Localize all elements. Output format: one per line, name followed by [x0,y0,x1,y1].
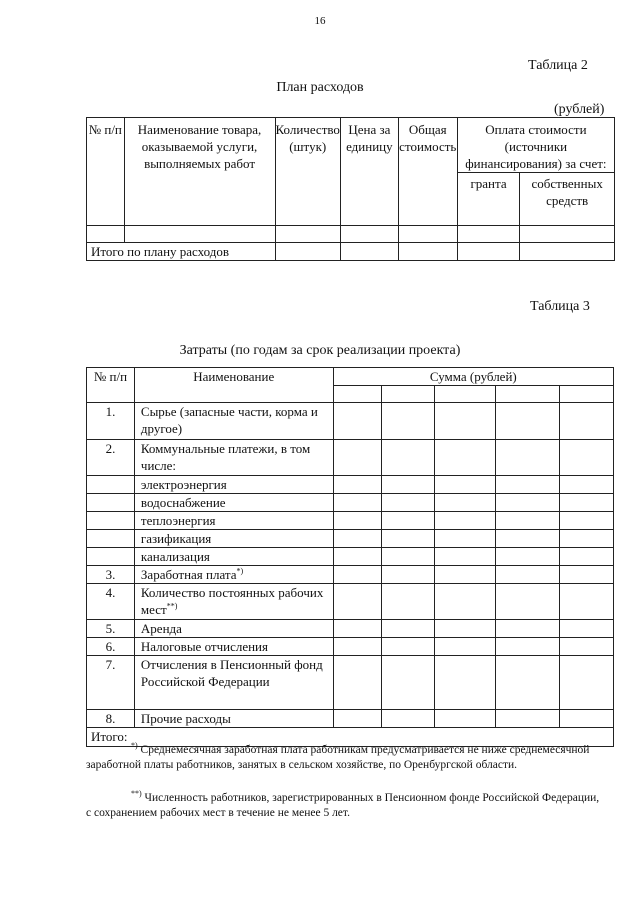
sum-cell[interactable] [496,494,560,512]
sum-cell[interactable] [381,566,435,584]
row-name [134,548,333,566]
table-row [87,584,614,620]
sum-cell[interactable] [435,512,496,530]
row-number: 5. [87,620,135,638]
row-name-text: Количество постоянных рабочих мест [140,585,324,617]
header-unit-price: Цена за единицу [340,118,398,226]
header-num: № п/п [87,368,135,403]
row-name [134,512,333,530]
sum-cell[interactable] [381,403,435,440]
row-number: 8. [87,710,135,728]
sum-cell[interactable] [381,512,435,530]
sum-cell[interactable] [560,440,614,476]
empty-cell[interactable] [87,226,125,243]
empty-cell[interactable] [124,226,275,243]
sum-cell[interactable] [381,638,435,656]
sum-cell[interactable] [381,494,435,512]
sum-cell[interactable] [381,710,435,728]
table-row [87,530,614,548]
row-number [87,512,135,530]
footnote-1 [86,743,606,773]
table-row [87,512,614,530]
row-name-text: канализация [140,549,210,564]
sum-cell[interactable] [435,548,496,566]
row-number: 2. [87,440,135,476]
empty-cell[interactable] [275,226,340,243]
footnote-mark: **) [131,789,142,799]
row-name-text: газификация [140,531,212,546]
sum-cell[interactable] [435,638,496,656]
row-number [87,530,135,548]
row-name [134,656,333,710]
page-number: 16 [314,15,326,27]
row-number [87,476,135,494]
table2-label: Таблица 2 [528,58,588,73]
header-total-cost: Общая стоимость [398,118,457,226]
sum-cell[interactable] [333,476,381,494]
header-name: Наименование [134,368,333,403]
sum-cell[interactable] [496,584,560,620]
sum-cell[interactable] [435,440,496,476]
table-row [87,656,614,710]
empty-cell[interactable] [398,243,457,261]
empty-cell[interactable] [520,243,615,261]
row-name-text: электроэнергия [140,477,227,492]
sum-cell[interactable] [333,530,381,548]
row-number [87,548,135,566]
sum-cell[interactable] [496,620,560,638]
year-column-header [496,386,560,403]
sum-cell[interactable] [496,638,560,656]
sum-cell[interactable] [560,620,614,638]
empty-cell[interactable] [457,226,520,243]
row-name-text: Налоговые отчисления [140,639,268,654]
sum-cell[interactable] [560,710,614,728]
sum-cell[interactable] [496,530,560,548]
table-row [87,710,614,728]
total-row [87,243,615,261]
sum-cell[interactable] [333,566,381,584]
footnote-text: Численность работников, зарегистрированных в Пенсионном фонде Российской Федерации, с сохранением рабочих мест в течение не менее 5 лет. [86,792,600,819]
sum-cell[interactable] [381,440,435,476]
sum-cell[interactable] [333,494,381,512]
year-column-header [333,386,381,403]
empty-cell[interactable] [340,226,398,243]
sum-cell[interactable] [496,440,560,476]
sum-cell[interactable] [435,566,496,584]
sum-cell[interactable] [435,494,496,512]
row-number: 3. [87,566,135,584]
footnote-mark: **) [166,601,178,611]
year-column-header [435,386,496,403]
sum-cell[interactable] [560,530,614,548]
sum-cell[interactable] [333,656,381,710]
table2-title: План расходов [276,80,364,95]
table3-title: Затраты (по годам за срок реализации проекта) [179,343,461,358]
sum-cell[interactable] [435,656,496,710]
sum-cell[interactable] [333,440,381,476]
row-number: 4. [87,584,135,620]
table-row [87,638,614,656]
sum-cell[interactable] [381,620,435,638]
row-number: 6. [87,638,135,656]
sum-cell[interactable] [560,566,614,584]
sum-cell[interactable] [333,638,381,656]
header-own-funds: собственных средств [520,173,615,226]
sum-cell[interactable] [435,620,496,638]
sum-cell[interactable] [560,512,614,530]
sum-cell[interactable] [333,620,381,638]
table-row [87,494,614,512]
row-name [134,584,333,620]
empty-cell[interactable] [398,226,457,243]
sum-cell[interactable] [381,584,435,620]
table-row [87,548,614,566]
sum-cell[interactable] [560,656,614,710]
sum-cell[interactable] [496,512,560,530]
row-name-text: Аренда [140,621,182,636]
footnote-mark: *) [131,741,138,751]
sum-cell[interactable] [333,512,381,530]
footnote-text: Среднемесячная заработная плата работникам предусматривается не ниже среднемесячной заработной платы работников, занятых в сельском хозяйстве, по Оренбургской области. [86,744,590,771]
sum-cell[interactable] [496,710,560,728]
row-number [87,494,135,512]
table-row [87,566,614,584]
header-sum: Сумма (рублей) [333,368,613,386]
header-item-name: Наименование товара, оказываемой услуги, выполняемых работ [124,118,275,226]
row-name [134,530,333,548]
sum-cell[interactable] [333,403,381,440]
row-name [134,638,333,656]
sum-cell[interactable] [560,638,614,656]
table-row [87,403,614,440]
sum-cell[interactable] [560,548,614,566]
sum-cell[interactable] [381,548,435,566]
footnote-2 [86,791,606,821]
sum-cell[interactable] [435,584,496,620]
sum-cell[interactable] [560,584,614,620]
row-name [134,476,333,494]
header-num: № п/п [87,118,125,226]
header-grant: гранта [457,173,520,226]
table2-units: (рублей) [554,102,605,117]
row-name [134,494,333,512]
sum-cell[interactable] [381,476,435,494]
table-row [87,226,615,243]
row-name-text: Сырье (запасные части, корма и другое) [140,404,318,436]
table-row [87,620,614,638]
table3-label: Таблица 3 [530,299,590,314]
sum-cell[interactable] [560,476,614,494]
sum-cell[interactable] [435,403,496,440]
row-number: 1. [87,403,135,440]
sum-cell[interactable] [496,566,560,584]
sum-cell[interactable] [333,710,381,728]
sum-cell[interactable] [496,548,560,566]
row-name-text: Прочие расходы [140,711,231,726]
sum-cell[interactable] [333,584,381,620]
header-payment-sources: Оплата стоимости (источники финансирования) за счет: [457,118,614,173]
empty-cell[interactable] [520,226,615,243]
sum-cell[interactable] [560,494,614,512]
row-name [134,620,333,638]
expense-plan-table [86,117,615,261]
row-name [134,403,333,440]
row-name [134,710,333,728]
sum-cell[interactable] [435,530,496,548]
row-name-text: водоснабжение [140,495,226,510]
total-label: Итого по плану расходов [87,243,276,261]
year-column-header [560,386,614,403]
row-name [134,440,333,476]
year-column-header [381,386,435,403]
sum-cell[interactable] [496,476,560,494]
empty-cell[interactable] [340,243,398,261]
table-row [87,440,614,476]
row-name-text: Заработная плата [140,567,237,582]
empty-cell[interactable] [457,243,520,261]
total-label: Итого: [87,728,614,747]
sum-cell[interactable] [381,530,435,548]
row-number: 7. [87,656,135,710]
sum-cell[interactable] [381,656,435,710]
sum-cell[interactable] [435,476,496,494]
sum-cell[interactable] [496,656,560,710]
sum-cell[interactable] [333,548,381,566]
sum-cell[interactable] [496,403,560,440]
sum-cell[interactable] [435,710,496,728]
row-name-text: теплоэнергия [140,513,216,528]
row-name-text: Коммунальные платежи, в том числе: [140,441,311,473]
costs-by-year-table [86,367,614,747]
footnote-mark: *) [236,566,244,576]
sum-cell[interactable] [560,403,614,440]
empty-cell[interactable] [275,243,340,261]
header-quantity: Количество (штук) [275,118,340,226]
table-row [87,476,614,494]
row-name [134,566,333,584]
row-name-text: Отчисления в Пенсионный фонд Российской Федерации [140,657,323,689]
